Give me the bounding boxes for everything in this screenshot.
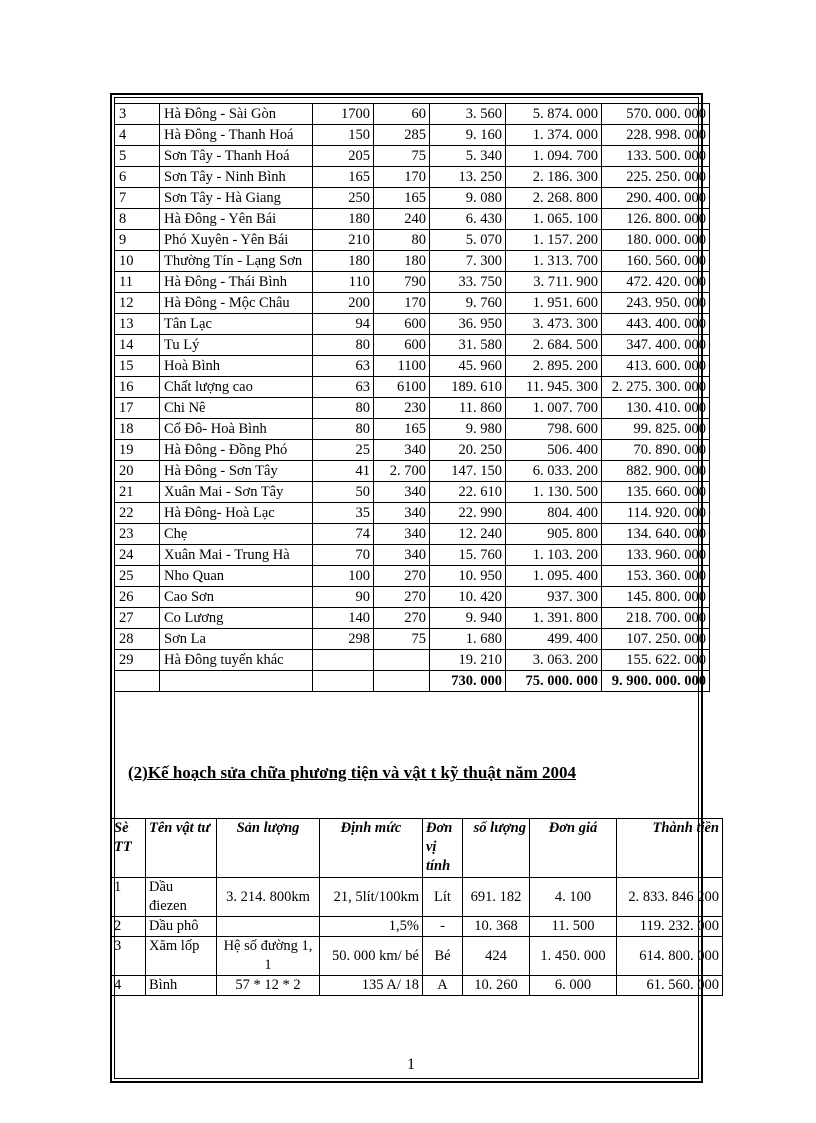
route-trips: 75 bbox=[374, 146, 430, 167]
route-name: Hà Đông tuyến khác bbox=[160, 650, 313, 671]
header-row bbox=[111, 819, 723, 878]
section-heading: (2)Kế hoạch sửa chữa phương tiện và vật t kỹ thuật năm 2004 bbox=[128, 763, 577, 782]
route-distance: 63 bbox=[313, 356, 374, 377]
table-cell: 614. 800. 000 bbox=[617, 937, 723, 976]
route-stt: 26 bbox=[115, 587, 160, 608]
route-stt: 7 bbox=[115, 188, 160, 209]
table-row bbox=[115, 104, 710, 125]
table-cell: 135 A/ 18 bbox=[320, 976, 423, 996]
route-trips: 60 bbox=[374, 104, 430, 125]
table-row bbox=[115, 461, 710, 482]
route-amount: 135. 660. 000 bbox=[602, 482, 710, 503]
route-amount: 218. 700. 000 bbox=[602, 608, 710, 629]
total-c: 730. 000 bbox=[430, 671, 506, 692]
table-row bbox=[115, 524, 710, 545]
route-fuel: 11. 945. 300 bbox=[506, 377, 602, 398]
route-distance: 180 bbox=[313, 209, 374, 230]
route-fuel: 1. 391. 800 bbox=[506, 608, 602, 629]
table-cell: A bbox=[423, 976, 463, 996]
route-name: Hà Đông - Mộc Châu bbox=[160, 293, 313, 314]
page-number: 1 bbox=[407, 1056, 415, 1073]
route-stt: 11 bbox=[115, 272, 160, 293]
route-name: Hà Đông - Đồng Phó bbox=[160, 440, 313, 461]
route-trips: 180 bbox=[374, 251, 430, 272]
table-cell: 424 bbox=[463, 937, 530, 976]
route-stt: 15 bbox=[115, 356, 160, 377]
route-km: 1. 680 bbox=[430, 629, 506, 650]
table-row bbox=[115, 146, 710, 167]
table-cell: 4 bbox=[111, 976, 146, 996]
route-trips: 270 bbox=[374, 566, 430, 587]
table-cell: 691. 182 bbox=[463, 878, 530, 917]
table-row bbox=[115, 272, 710, 293]
route-distance: 41 bbox=[313, 461, 374, 482]
route-km: 9. 940 bbox=[430, 608, 506, 629]
route-km: 36. 950 bbox=[430, 314, 506, 335]
table-cell: 10. 368 bbox=[463, 917, 530, 937]
route-stt: 21 bbox=[115, 482, 160, 503]
route-name: Tu Lý bbox=[160, 335, 313, 356]
table-row bbox=[115, 650, 710, 671]
route-name: Thường Tín - Lạng Sơn bbox=[160, 251, 313, 272]
route-distance: 180 bbox=[313, 251, 374, 272]
route-fuel: 1. 103. 200 bbox=[506, 545, 602, 566]
route-amount: 70. 890. 000 bbox=[602, 440, 710, 461]
route-fuel: 506. 400 bbox=[506, 440, 602, 461]
table-cell: 1,5% bbox=[320, 917, 423, 937]
route-amount: 114. 920. 000 bbox=[602, 503, 710, 524]
route-stt: 9 bbox=[115, 230, 160, 251]
route-distance: 210 bbox=[313, 230, 374, 251]
route-fuel: 2. 268. 800 bbox=[506, 188, 602, 209]
route-fuel: 499. 400 bbox=[506, 629, 602, 650]
route-amount: 153. 360. 000 bbox=[602, 566, 710, 587]
route-stt: 6 bbox=[115, 167, 160, 188]
table-cell: Xăm lốp bbox=[146, 937, 217, 976]
route-km: 33. 750 bbox=[430, 272, 506, 293]
column-header: số lượng bbox=[463, 819, 530, 878]
table-cell: 3. 214. 800km bbox=[217, 878, 320, 917]
route-distance: 100 bbox=[313, 566, 374, 587]
column-header: Đơn vị tính bbox=[423, 819, 463, 878]
route-amount: 243. 950. 000 bbox=[602, 293, 710, 314]
route-distance: 165 bbox=[313, 167, 374, 188]
table-cell: Lít bbox=[423, 878, 463, 917]
empty-cell bbox=[374, 671, 430, 692]
table-cell: Hệ số đường 1, 1 bbox=[217, 937, 320, 976]
route-distance: 298 bbox=[313, 629, 374, 650]
table-cell: 2. 833. 846 200 bbox=[617, 878, 723, 917]
route-distance: 94 bbox=[313, 314, 374, 335]
route-amount: 107. 250. 000 bbox=[602, 629, 710, 650]
table-row bbox=[111, 976, 723, 996]
route-km: 12. 240 bbox=[430, 524, 506, 545]
route-trips: 790 bbox=[374, 272, 430, 293]
route-distance: 74 bbox=[313, 524, 374, 545]
route-stt: 5 bbox=[115, 146, 160, 167]
route-stt: 16 bbox=[115, 377, 160, 398]
table-cell: Bình bbox=[146, 976, 217, 996]
route-km: 45. 960 bbox=[430, 356, 506, 377]
route-km: 15. 760 bbox=[430, 545, 506, 566]
route-trips: 1100 bbox=[374, 356, 430, 377]
route-distance: 70 bbox=[313, 545, 374, 566]
route-amount: 133. 960. 000 bbox=[602, 545, 710, 566]
route-name: Hà Đông- Hoà Lạc bbox=[160, 503, 313, 524]
table-cell: 21, 5lít/100km bbox=[320, 878, 423, 917]
route-amount: 413. 600. 000 bbox=[602, 356, 710, 377]
route-name: Cổ Đô- Hoà Bình bbox=[160, 419, 313, 440]
route-trips: 6100 bbox=[374, 377, 430, 398]
route-km: 189. 610 bbox=[430, 377, 506, 398]
route-trips: 340 bbox=[374, 482, 430, 503]
route-fuel: 1. 951. 600 bbox=[506, 293, 602, 314]
route-stt: 24 bbox=[115, 545, 160, 566]
table-row bbox=[115, 482, 710, 503]
route-km: 11. 860 bbox=[430, 398, 506, 419]
route-trips: 230 bbox=[374, 398, 430, 419]
route-fuel: 1. 095. 400 bbox=[506, 566, 602, 587]
table-cell: 1 bbox=[111, 878, 146, 917]
route-table bbox=[114, 103, 710, 692]
route-stt: 22 bbox=[115, 503, 160, 524]
table-cell: 50. 000 km/ bé bbox=[320, 937, 423, 976]
route-fuel: 3. 063. 200 bbox=[506, 650, 602, 671]
route-amount: 225. 250. 000 bbox=[602, 167, 710, 188]
route-amount: 145. 800. 000 bbox=[602, 587, 710, 608]
route-fuel: 6. 033. 200 bbox=[506, 461, 602, 482]
table-row bbox=[111, 878, 723, 917]
empty-cell bbox=[160, 671, 313, 692]
table-row bbox=[115, 251, 710, 272]
route-fuel: 2. 684. 500 bbox=[506, 335, 602, 356]
route-stt: 25 bbox=[115, 566, 160, 587]
route-name: Sơn Tây - Thanh Hoá bbox=[160, 146, 313, 167]
route-trips: 270 bbox=[374, 608, 430, 629]
route-trips: 600 bbox=[374, 314, 430, 335]
table-cell: 57 * 12 * 2 bbox=[217, 976, 320, 996]
route-trips: 165 bbox=[374, 419, 430, 440]
route-trips: 2. 700 bbox=[374, 461, 430, 482]
route-amount: 99. 825. 000 bbox=[602, 419, 710, 440]
route-name: Nho Quan bbox=[160, 566, 313, 587]
route-trips: 165 bbox=[374, 188, 430, 209]
table-row bbox=[115, 167, 710, 188]
route-stt: 12 bbox=[115, 293, 160, 314]
table-cell: Bé bbox=[423, 937, 463, 976]
route-distance: 110 bbox=[313, 272, 374, 293]
route-name: Hoà Bình bbox=[160, 356, 313, 377]
route-amount: 443. 400. 000 bbox=[602, 314, 710, 335]
route-fuel: 1. 130. 500 bbox=[506, 482, 602, 503]
repair-plan-table bbox=[110, 818, 723, 996]
route-km: 5. 070 bbox=[430, 230, 506, 251]
route-amount: 472. 420. 000 bbox=[602, 272, 710, 293]
route-name: Sơn Tây - Hà Giang bbox=[160, 188, 313, 209]
route-km: 10. 950 bbox=[430, 566, 506, 587]
route-fuel: 804. 400 bbox=[506, 503, 602, 524]
table-cell: 2 bbox=[111, 917, 146, 937]
table-cell: 4. 100 bbox=[530, 878, 617, 917]
route-km: 9. 980 bbox=[430, 419, 506, 440]
table-cell: 61. 560. 000 bbox=[617, 976, 723, 996]
route-fuel: 3. 473. 300 bbox=[506, 314, 602, 335]
route-amount: 126. 800. 000 bbox=[602, 209, 710, 230]
route-name: Tân Lạc bbox=[160, 314, 313, 335]
table-row bbox=[115, 566, 710, 587]
table-row bbox=[115, 608, 710, 629]
route-name: Sơn La bbox=[160, 629, 313, 650]
table-row bbox=[115, 587, 710, 608]
route-distance: 250 bbox=[313, 188, 374, 209]
total-e: 9. 900. 000. 000 bbox=[602, 671, 710, 692]
route-trips bbox=[374, 650, 430, 671]
table-row bbox=[115, 209, 710, 230]
route-amount: 130. 410. 000 bbox=[602, 398, 710, 419]
route-distance: 90 bbox=[313, 587, 374, 608]
table-cell: 6. 000 bbox=[530, 976, 617, 996]
table-cell: 10. 260 bbox=[463, 976, 530, 996]
route-distance: 50 bbox=[313, 482, 374, 503]
route-name: Co Lương bbox=[160, 608, 313, 629]
route-amount: 160. 560. 000 bbox=[602, 251, 710, 272]
route-name: Hà Đông - Thái Bình bbox=[160, 272, 313, 293]
route-trips: 240 bbox=[374, 209, 430, 230]
empty-cell bbox=[115, 671, 160, 692]
table-row bbox=[115, 503, 710, 524]
column-header: Sè TT bbox=[111, 819, 146, 878]
route-distance bbox=[313, 650, 374, 671]
total-d: 75. 000. 000 bbox=[506, 671, 602, 692]
route-fuel: 1. 157. 200 bbox=[506, 230, 602, 251]
route-km: 5. 340 bbox=[430, 146, 506, 167]
table-cell: Dầu phô bbox=[146, 917, 217, 937]
route-name: Hà Đông - Sơn Tây bbox=[160, 461, 313, 482]
table-row bbox=[115, 356, 710, 377]
table-cell: Dầu điezen bbox=[146, 878, 217, 917]
column-header: Đơn giá bbox=[530, 819, 617, 878]
route-distance: 150 bbox=[313, 125, 374, 146]
route-fuel: 3. 711. 900 bbox=[506, 272, 602, 293]
route-distance: 140 bbox=[313, 608, 374, 629]
column-header: Định mức bbox=[320, 819, 423, 878]
table-row bbox=[115, 440, 710, 461]
route-distance: 63 bbox=[313, 377, 374, 398]
route-name: Xuân Mai - Trung Hà bbox=[160, 545, 313, 566]
route-fuel: 905. 800 bbox=[506, 524, 602, 545]
route-amount: 133. 500. 000 bbox=[602, 146, 710, 167]
table-row bbox=[115, 335, 710, 356]
route-trips: 340 bbox=[374, 503, 430, 524]
route-km: 10. 420 bbox=[430, 587, 506, 608]
route-fuel: 1. 374. 000 bbox=[506, 125, 602, 146]
route-trips: 170 bbox=[374, 293, 430, 314]
route-amount: 228. 998. 000 bbox=[602, 125, 710, 146]
route-amount: 882. 900. 000 bbox=[602, 461, 710, 482]
route-name: Chẹ bbox=[160, 524, 313, 545]
column-header: Sản lượng bbox=[217, 819, 320, 878]
route-trips: 80 bbox=[374, 230, 430, 251]
table-row bbox=[115, 125, 710, 146]
table-row bbox=[115, 545, 710, 566]
route-trips: 170 bbox=[374, 167, 430, 188]
route-km: 19. 210 bbox=[430, 650, 506, 671]
route-km: 7. 300 bbox=[430, 251, 506, 272]
route-fuel: 1. 094. 700 bbox=[506, 146, 602, 167]
route-name: Xuân Mai - Sơn Tây bbox=[160, 482, 313, 503]
route-amount: 2. 275. 300. 000 bbox=[602, 377, 710, 398]
route-stt: 17 bbox=[115, 398, 160, 419]
route-name: Chất lượng cao bbox=[160, 377, 313, 398]
route-trips: 340 bbox=[374, 545, 430, 566]
route-stt: 29 bbox=[115, 650, 160, 671]
table-cell bbox=[217, 917, 320, 937]
route-distance: 200 bbox=[313, 293, 374, 314]
route-stt: 3 bbox=[115, 104, 160, 125]
route-name: Phó Xuyên - Yên Bái bbox=[160, 230, 313, 251]
route-distance: 25 bbox=[313, 440, 374, 461]
table-row bbox=[111, 937, 723, 976]
table-cell: - bbox=[423, 917, 463, 937]
route-trips: 285 bbox=[374, 125, 430, 146]
table-row bbox=[115, 314, 710, 335]
route-stt: 14 bbox=[115, 335, 160, 356]
route-trips: 75 bbox=[374, 629, 430, 650]
route-fuel: 1. 313. 700 bbox=[506, 251, 602, 272]
route-trips: 270 bbox=[374, 587, 430, 608]
route-fuel: 1. 065. 100 bbox=[506, 209, 602, 230]
route-trips: 600 bbox=[374, 335, 430, 356]
table-row bbox=[115, 293, 710, 314]
route-amount: 290. 400. 000 bbox=[602, 188, 710, 209]
route-name: Hà Đông - Yên Bái bbox=[160, 209, 313, 230]
route-stt: 10 bbox=[115, 251, 160, 272]
route-amount: 134. 640. 000 bbox=[602, 524, 710, 545]
column-header: Tên vật tư bbox=[146, 819, 217, 878]
route-distance: 1700 bbox=[313, 104, 374, 125]
route-km: 9. 760 bbox=[430, 293, 506, 314]
table-cell: 3 bbox=[111, 937, 146, 976]
route-name: Cao Sơn bbox=[160, 587, 313, 608]
table-cell: 119. 232. 000 bbox=[617, 917, 723, 937]
route-stt: 19 bbox=[115, 440, 160, 461]
route-fuel: 5. 874. 000 bbox=[506, 104, 602, 125]
table-row bbox=[115, 230, 710, 251]
route-fuel: 1. 007. 700 bbox=[506, 398, 602, 419]
table-row bbox=[115, 629, 710, 650]
route-name: Hà Đông - Thanh Hoá bbox=[160, 125, 313, 146]
route-name: Hà Đông - Sài Gòn bbox=[160, 104, 313, 125]
route-km: 20. 250 bbox=[430, 440, 506, 461]
route-stt: 27 bbox=[115, 608, 160, 629]
route-stt: 4 bbox=[115, 125, 160, 146]
table-cell: 11. 500 bbox=[530, 917, 617, 937]
table-cell: 1. 450. 000 bbox=[530, 937, 617, 976]
route-km: 22. 610 bbox=[430, 482, 506, 503]
route-fuel: 798. 600 bbox=[506, 419, 602, 440]
route-amount: 570. 000. 000 bbox=[602, 104, 710, 125]
route-stt: 28 bbox=[115, 629, 160, 650]
route-km: 6. 430 bbox=[430, 209, 506, 230]
route-distance: 80 bbox=[313, 335, 374, 356]
route-fuel: 2. 186. 300 bbox=[506, 167, 602, 188]
route-stt: 18 bbox=[115, 419, 160, 440]
route-amount: 155. 622. 000 bbox=[602, 650, 710, 671]
route-amount: 347. 400. 000 bbox=[602, 335, 710, 356]
route-stt: 13 bbox=[115, 314, 160, 335]
route-distance: 35 bbox=[313, 503, 374, 524]
table-row bbox=[115, 419, 710, 440]
route-distance: 80 bbox=[313, 419, 374, 440]
empty-cell bbox=[313, 671, 374, 692]
route-trips: 340 bbox=[374, 440, 430, 461]
total-row bbox=[115, 671, 710, 692]
table-row bbox=[115, 188, 710, 209]
route-km: 31. 580 bbox=[430, 335, 506, 356]
route-fuel: 937. 300 bbox=[506, 587, 602, 608]
route-distance: 205 bbox=[313, 146, 374, 167]
route-stt: 23 bbox=[115, 524, 160, 545]
route-amount: 180. 000. 000 bbox=[602, 230, 710, 251]
route-stt: 8 bbox=[115, 209, 160, 230]
route-km: 9. 080 bbox=[430, 188, 506, 209]
table-row bbox=[115, 377, 710, 398]
route-km: 22. 990 bbox=[430, 503, 506, 524]
route-trips: 340 bbox=[374, 524, 430, 545]
route-km: 13. 250 bbox=[430, 167, 506, 188]
route-km: 147. 150 bbox=[430, 461, 506, 482]
table-row bbox=[115, 398, 710, 419]
route-distance: 80 bbox=[313, 398, 374, 419]
column-header: Thành tiền bbox=[617, 819, 723, 878]
route-name: Chi Nê bbox=[160, 398, 313, 419]
route-name: Sơn Tây - Ninh Bình bbox=[160, 167, 313, 188]
route-fuel: 2. 895. 200 bbox=[506, 356, 602, 377]
route-km: 9. 160 bbox=[430, 125, 506, 146]
route-km: 3. 560 bbox=[430, 104, 506, 125]
table-row bbox=[111, 917, 723, 937]
route-stt: 20 bbox=[115, 461, 160, 482]
